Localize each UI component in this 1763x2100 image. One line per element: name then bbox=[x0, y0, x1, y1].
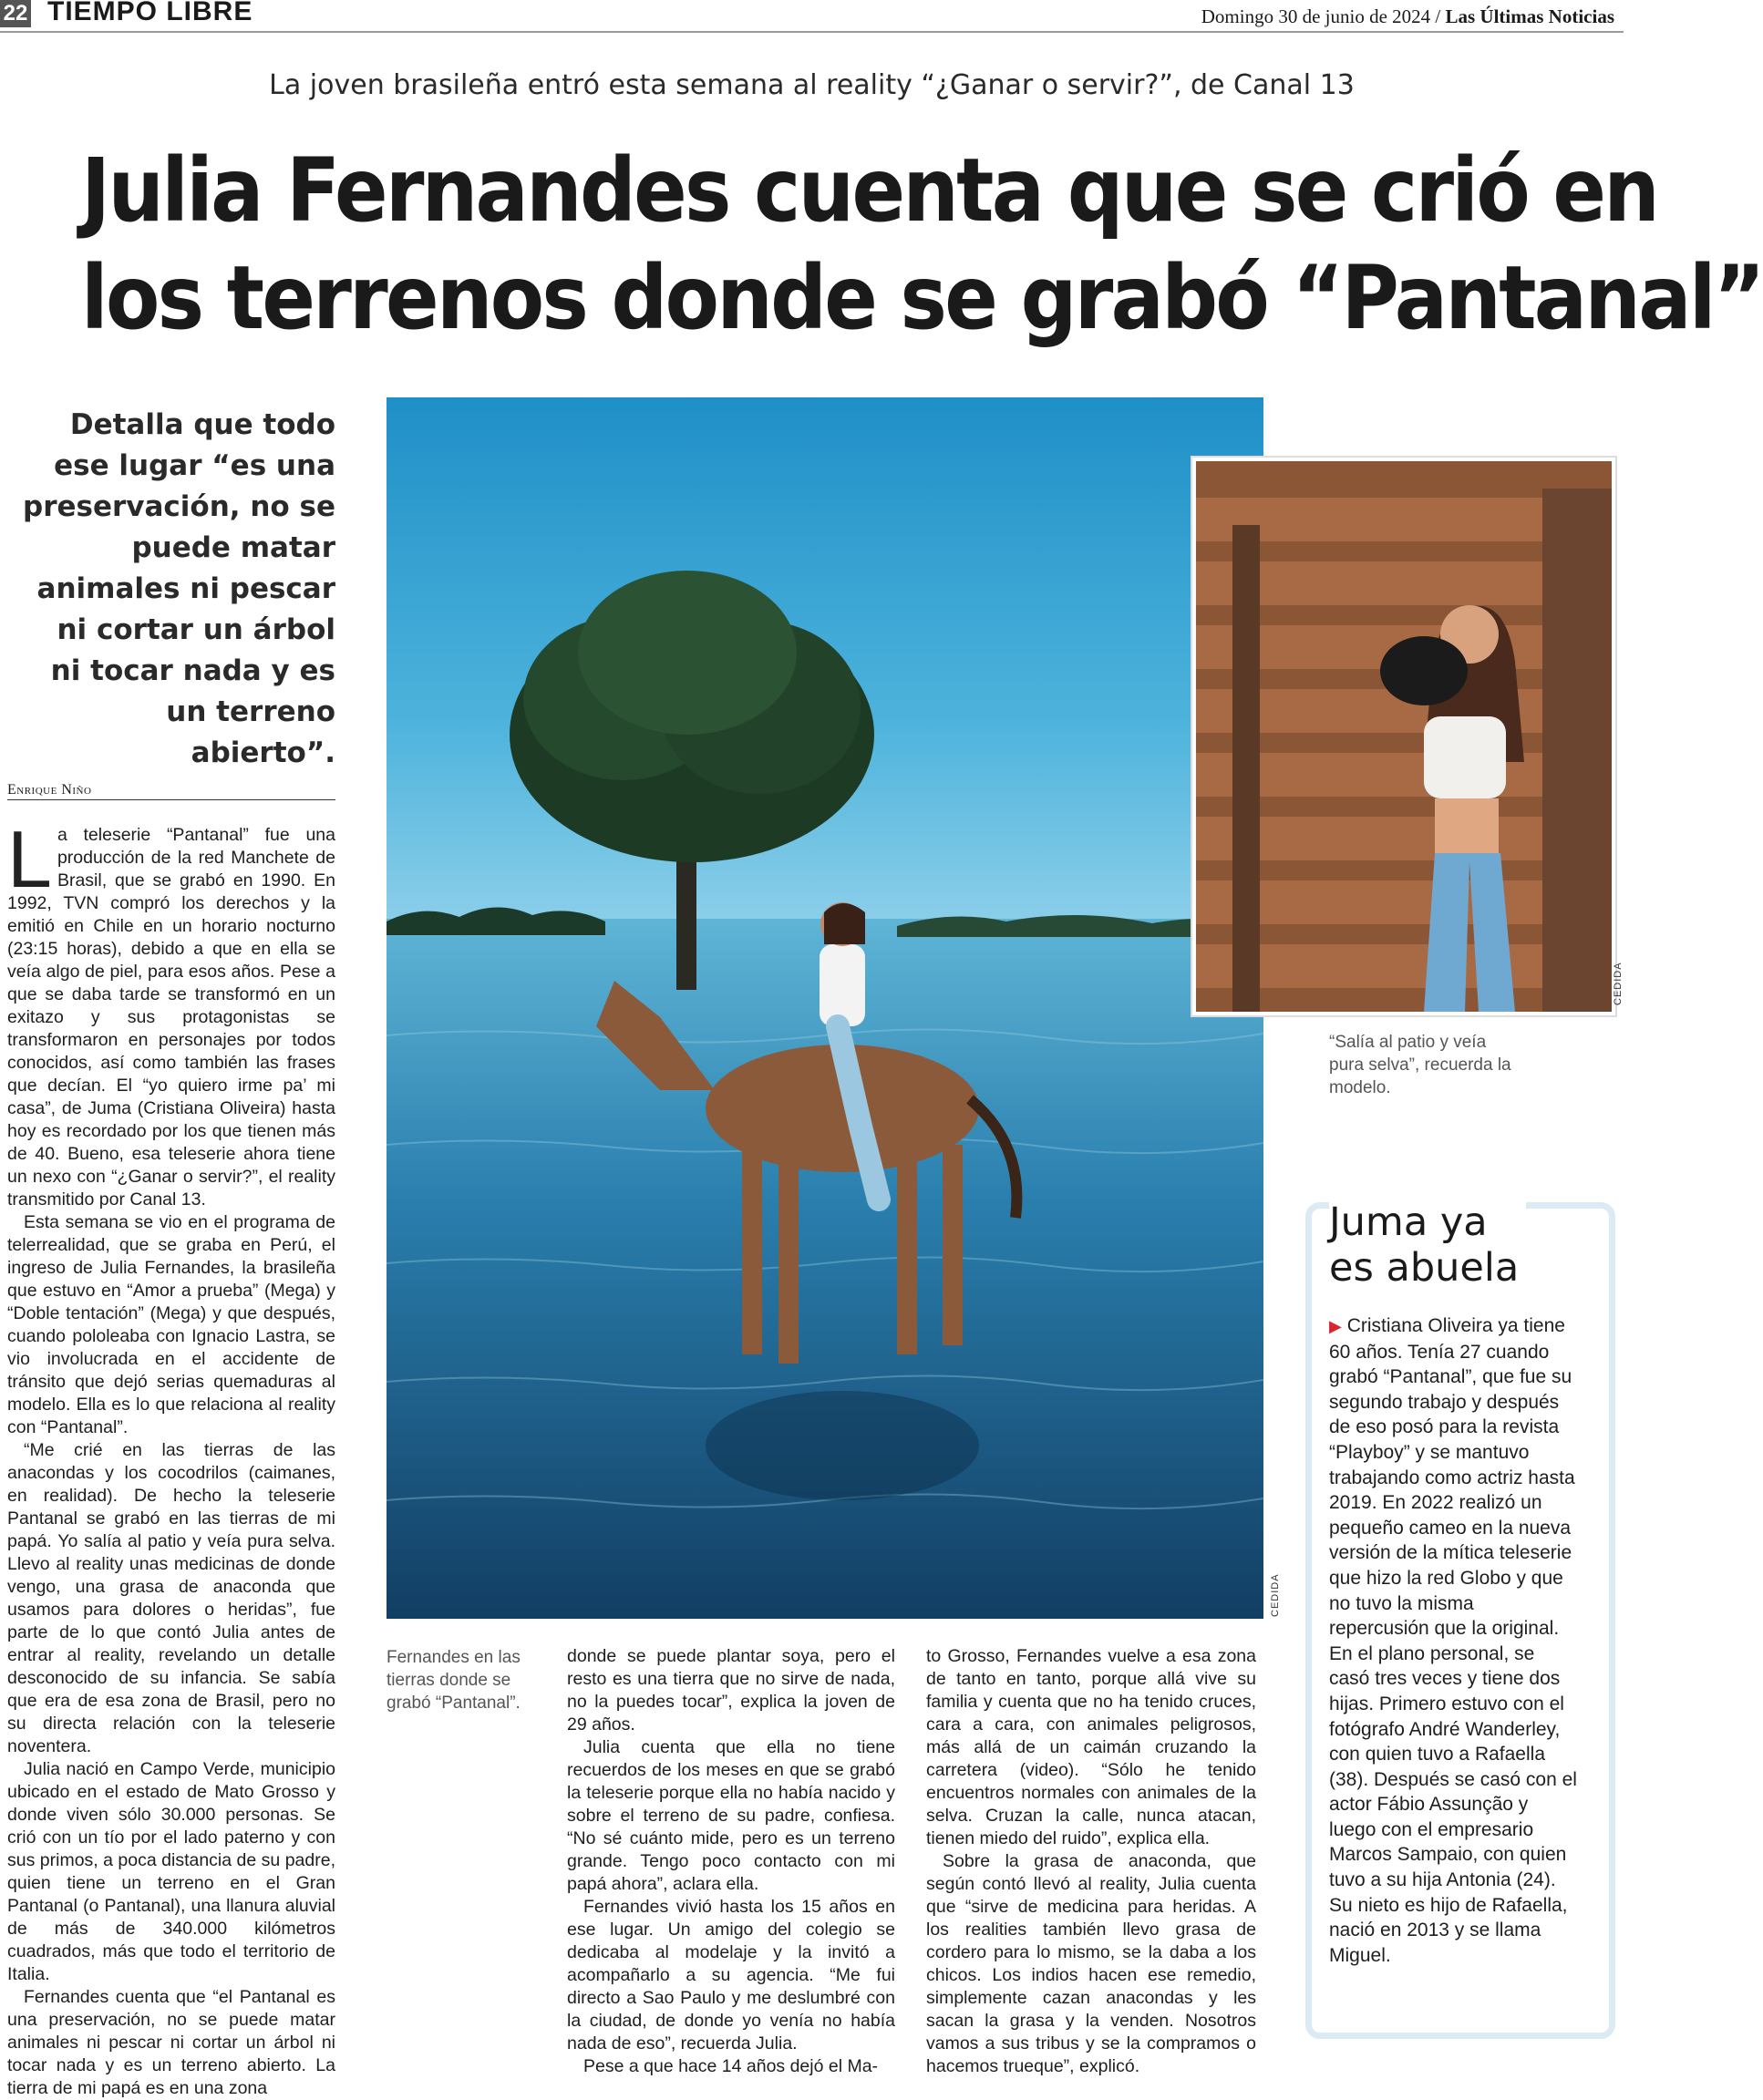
dateline bbox=[1201, 5, 1614, 28]
paragraph: Julia cuenta que ella no tiene recuerdos de los meses en que se grabó la teleserie porque ella no había nacido y sobre el terreno de su padre, confiesa. “No sé cuánto mide, pero es un terreno grande. Tengo poco contacto con mi papá ahora”, aclara ella. bbox=[567, 1737, 895, 1894]
paragraph: Julia nació en Campo Verde, municipio ubicado en el estado de Mato Grosso y donde viven sólo 30.000 personas. Se crió con un tío por el lado paterno y con sus primos, a poca distancia de su padre, quien tiene un terreno en el Gran Pantanal (o Pantanal), una llanura aluvial de más de 340.000 kilómetros cuadrados, más que todo el territorio de Italia. bbox=[7, 1759, 335, 1984]
publication-name: Las Últimas Noticias bbox=[1445, 5, 1614, 27]
byline: Enrique Niño bbox=[7, 782, 335, 800]
triangle-arrow-icon: ▶ bbox=[1329, 1317, 1342, 1335]
main-photo-illustration bbox=[387, 397, 1263, 1619]
kicker: La joven brasileña entró esta semana al reality “¿Ganar o servir?”, de Canal 13 bbox=[269, 69, 1355, 101]
side-photo-caption: “Salía al patio y veía pura selva”, recuerda la modelo. bbox=[1329, 1033, 1511, 1097]
sidebar-body bbox=[1329, 1313, 1577, 1968]
paragraph: “Me crié en las tierras de las anacondas y los cocodrilos (caimanes, en realidad). De hecho la teleserie Pantanal se grabó en las tierras de mi papá. Yo salía al patio y veía pura selva. Llevo al reality unas medicinas de donde vengo, una grasa de anaconda que usamos para dolores o heridas”, fue parte de lo que contó Julia antes de entrar al reality, revelando un detalle desconocido de su infancia. Se sabía que era de esa zona de Brasil, pero no su directa relación con la teleserie noventera. bbox=[7, 1440, 335, 1756]
main-photo-horse-in-water bbox=[387, 397, 1263, 1619]
article-column-2 bbox=[567, 1645, 895, 2079]
article-column-1 bbox=[7, 814, 335, 2098]
headline-line-2: los terrenos donde se grabó “Pantanal” bbox=[81, 247, 1763, 349]
paragraph: Pese a que hace 14 años dejó el Ma- bbox=[583, 2056, 879, 2076]
main-photo-caption: Fernandes en las tierras donde se grabó “Pantanal”. bbox=[387, 1648, 521, 1713]
headline-line-1: Julia Fernandes cuenta que se crió en bbox=[81, 139, 1658, 242]
paragraph: Esta semana se vio en el programa de telerrealidad, que se graba en Perú, el ingreso de Julia Fernandes, la brasileña que estuvo en “Amor a prueba” (Mega) y “Doble tentación” (Mega) y que después, cuando pololeaba con Ignacio Lastra, se vio involucrada en el accidente de tránsito que dejó serias quemaduras al modelo. Ella es lo que relaciona al reality con “Pantanal”. bbox=[7, 1212, 335, 1437]
dateline-separator: / bbox=[1430, 5, 1446, 27]
drop-cap: L bbox=[7, 814, 52, 904]
paragraph: donde se puede plantar soya, pero el resto es una tierra que no sirve de nada, no la puedes tocar”, explica la joven de 29 años. bbox=[567, 1646, 895, 1735]
side-photo-woman-with-cat bbox=[1192, 458, 1615, 1015]
paragraph: Fernandes vivió hasta los 15 años en ese lugar. Un amigo del colegio se dedicaba al modelaje y la invitó a acompañarlo a su agencia. “Me fui directo a Sao Paulo y me deslumbré con la ciudad, de donde yo venía no había nada de eso”, recuerda Julia. bbox=[567, 1897, 895, 2054]
sidebar-title-line-1: Juma ya bbox=[1329, 1199, 1488, 1245]
main-photo-credit: CEDIDA bbox=[1270, 1573, 1281, 1617]
paragraph: Sobre la grasa de anaconda, que según contó llevó al reality, Julia cuenta que “sirve de medicina para heridas. A los realities también llevo grasa de cordero para lo mismo, se la daba a los chicos. Los indios hacen ese remedio, simplemente cazan anacondas y les sacan la grasa y la venden. Nosotros vamos a sus tribus y se la compramos o hacemos trueque”, explicó. bbox=[926, 1851, 1256, 2076]
issue-date: Domingo 30 de junio de 2024 bbox=[1201, 5, 1431, 27]
paragraph-text: a teleserie “Pantanal” fue una producción de la red Manchete de Brasil, que se grabó en 1990. En 1992, TVN compró los derechos y la emitió en Chile en un horario nocturno (23:15 horas), debido a que en ella se veía algo de piel, para esos años. Pese a que se daba tarde se transformó en un exitazo y sus protagonistas se transformaron en personajes por todos conocidos, así como también las frases que decían. El “yo quiero irme pa’ mi casa”, de Juma (Cristiana Oliveira) hasta hoy es recordado por los que tienen más de 40. Bueno, esa teleserie ahora tiene un nexo con “¿Ganar o servir?”, el reality transmitido por Canal 13. bbox=[7, 825, 335, 1210]
page-number: 22 bbox=[0, 0, 31, 27]
sidebar-title bbox=[1329, 1199, 1526, 1291]
sidebar-text: Cristiana Oliveira ya tiene 60 años. Tenía 27 cuando grabó “Pantanal”, que fue su segundo trabajo y después de eso posó para la revista “Playboy” y se mantuvo trabajando como actriz hasta 2019. En 2022 realizó un pequeño cameo en la nueva versión de la mítica teleserie que hizo la red Globo y que no tuvo la misma repercusión que la original. En el plano personal, se casó tres veces y tiene dos hijas. Primero estuvo con el fotógrafo André Wanderley, con quien tuvo a Rafaella (38). Después se casó con el actor Fábio Assunção y luego con el empresario Marcos Sampaio, con quien tuvo a su hija Antonia (24). Su nieto es hijo de Rafaella, nació en 2013 y se llama Miguel. bbox=[1329, 1315, 1577, 1966]
header-rule bbox=[0, 31, 1624, 33]
paragraph: Fernandes cuenta que “el Pantanal es una preservación, no se puede matar animales ni pescar ni cortar un árbol ni tocar nada y es un terreno abierto. La tierra de mi papá es en una zona bbox=[7, 1987, 335, 2098]
side-photo-illustration bbox=[1196, 461, 1612, 1012]
headline bbox=[81, 137, 1763, 352]
deck: Detalla que todo ese lugar “es una preservación, no se puede matar animales ni pescar ni cortar un árbol ni tocar nada y es un terreno abierto”. bbox=[23, 408, 335, 769]
paragraph: to Grosso, Fernandes vuelve a esa zona de tanto en tanto, porque allá vive su familia y cuenta que no ha tenido cruces, cara a cara, con animales peligrosos, más allá de un caimán cruzando la carretera (video). “Sólo he tenido encuentros normales con animales de la selva. Cruzan la calle, nunca atacan, tienen miedo del ruido”, explica ella. bbox=[926, 1646, 1256, 1848]
side-photo-credit: CEDIDA bbox=[1613, 962, 1624, 1005]
section-title: TIEMPO LIBRE bbox=[47, 0, 253, 26]
paragraph bbox=[7, 814, 335, 1211]
sidebar-title-line-2: es abuela bbox=[1329, 1245, 1520, 1291]
article-column-3 bbox=[926, 1645, 1256, 2079]
